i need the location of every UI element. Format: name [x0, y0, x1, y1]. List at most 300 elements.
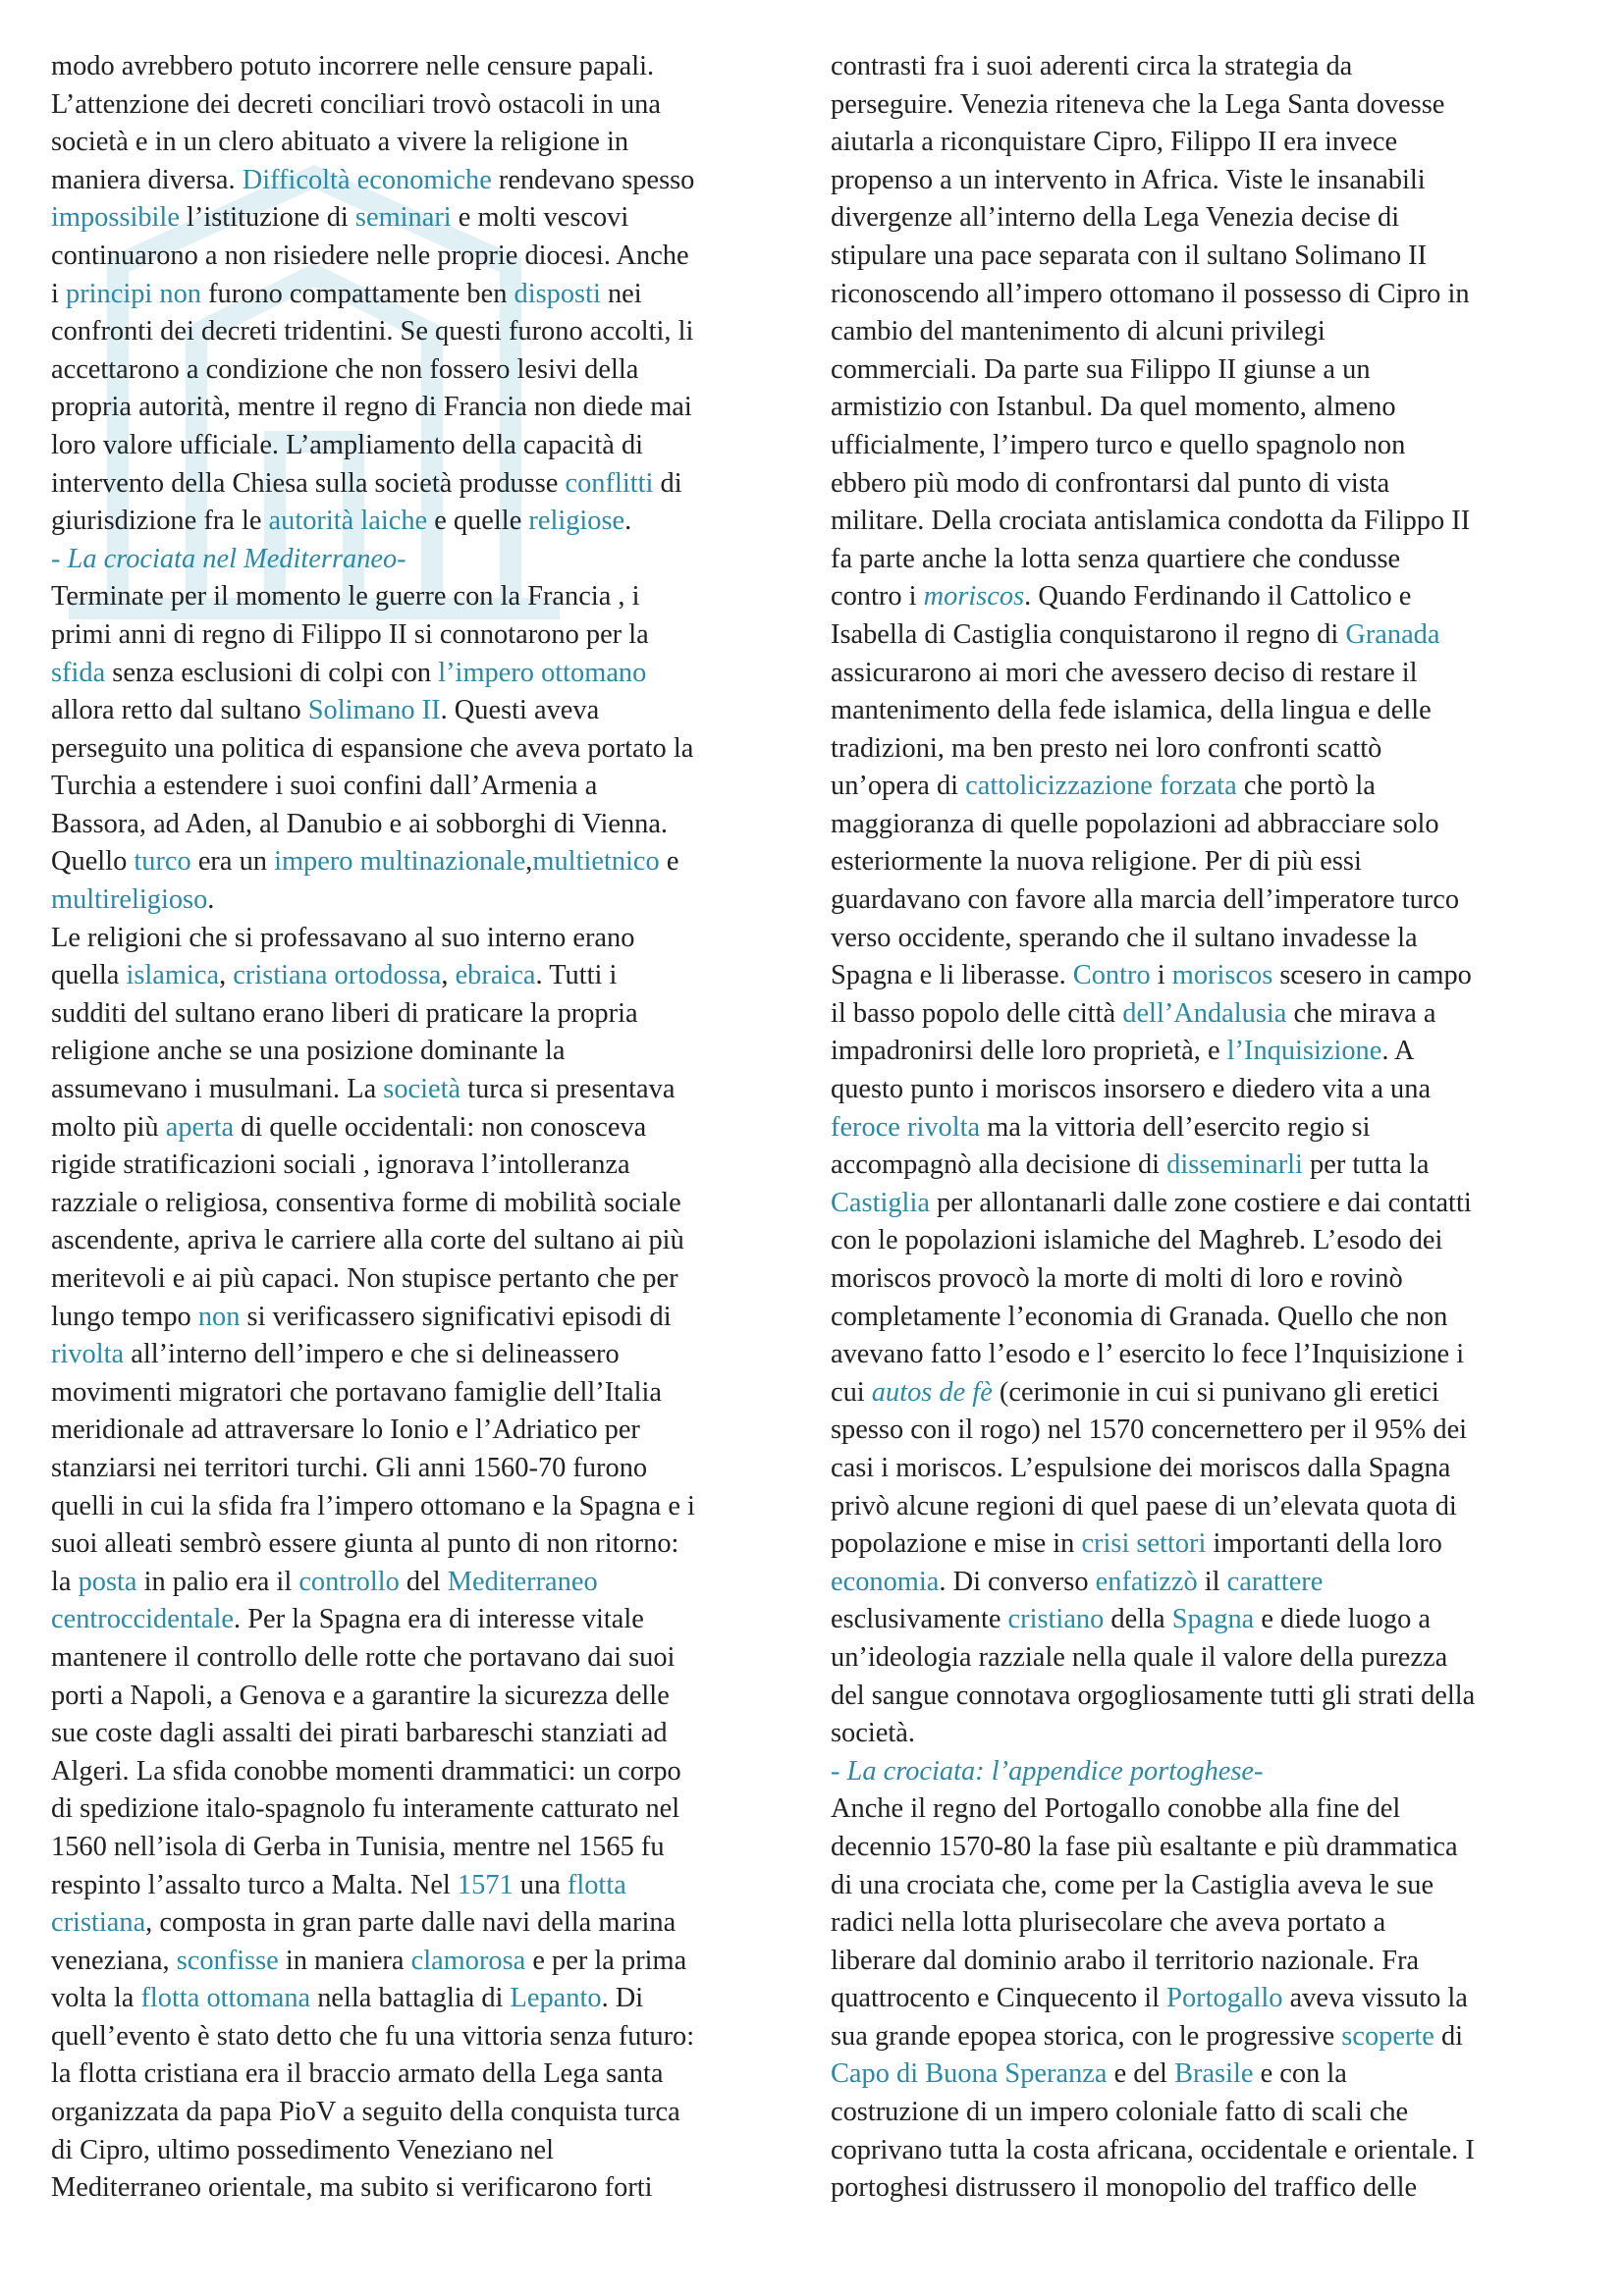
text-span: società.	[831, 1718, 915, 1749]
text-line	[51, 1790, 827, 1829]
text-span: volta la	[51, 1983, 141, 2014]
text-span: e del	[1107, 2058, 1175, 2090]
text-span: . Di converso	[939, 1566, 1096, 1597]
text-span: un’ideologia razziale nella quale il valore della purezza	[831, 1641, 1448, 1673]
highlighted-term: moriscos	[1171, 960, 1273, 991]
text-span: i	[51, 278, 66, 309]
text-span: suoi alleati sembrò essere giunta al punto di non ritorno:	[51, 1528, 679, 1560]
text-line	[51, 238, 827, 276]
highlighted-term: impero multinazionale	[274, 846, 526, 878]
text-line	[831, 2132, 1606, 2170]
text-span: . A	[1381, 1036, 1415, 1067]
highlighted-term: clamorosa	[410, 1945, 526, 1976]
highlighted-term: sconfisse	[176, 1945, 279, 1976]
text-line	[831, 1488, 1606, 1526]
text-line	[831, 1412, 1606, 1450]
text-line	[831, 2169, 1606, 2208]
text-span: Bassora, ad Aden, al Danubio e ai sobborghi di Vienna.	[51, 808, 669, 839]
text-span: popolazione e mise in	[831, 1528, 1082, 1560]
text-line	[51, 1109, 827, 1148]
highlighted-term: Lepanto	[510, 1983, 602, 2014]
text-line	[51, 616, 827, 655]
text-span: tradizioni, ma ben presto nei loro confronti scattò	[831, 732, 1382, 764]
text-span: cambio del mantenimento di alcuni privilegi	[831, 316, 1325, 347]
text-line	[51, 730, 827, 769]
text-line	[51, 313, 827, 351]
text-line	[51, 1829, 827, 1867]
text-span: L’attenzione dei decreti conciliari trovò ostacoli in una	[51, 88, 661, 120]
text-span: costruzione di un impero coloniale fatto di scali che	[831, 2097, 1409, 2128]
text-span: assicurarono ai mori che avessero deciso di restare il	[831, 657, 1418, 688]
text-span: ,	[219, 960, 234, 991]
text-line	[51, 2169, 827, 2208]
text-line	[831, 995, 1606, 1034]
highlighted-term: disseminarli	[1166, 1149, 1303, 1181]
text-span: respinto l’assalto turco a Malta. Nel	[51, 1869, 458, 1900]
text-span: . Per la Spagna era di interesse vitale	[234, 1604, 644, 1635]
text-line	[51, 768, 827, 806]
text-line	[51, 843, 827, 881]
highlighted-term: cristiana	[51, 1907, 146, 1939]
text-span: guardavano con favore alla marcia dell’imperatore turco	[831, 884, 1460, 916]
text-span: avevano fatto l’esodo e l’ esercito lo fece l’Inquisizione i	[831, 1339, 1465, 1370]
text-span: Turchia a estendere i suoi confini dall’Armenia a	[51, 771, 598, 802]
highlighted-term: posta	[78, 1566, 137, 1597]
text-line	[51, 957, 827, 995]
highlighted-term: cristiana ortodossa	[233, 960, 442, 991]
text-line	[831, 1601, 1606, 1639]
text-span: in maniera	[278, 1945, 411, 1976]
text-span: (cerimonie in cui si punivano gli eretici	[992, 1376, 1439, 1408]
text-line	[831, 1790, 1606, 1829]
text-span: perseguito una politica di espansione che aveva portato la	[51, 732, 694, 764]
text-span: ebbero più modo di confrontarsi dal punto di vista	[831, 467, 1390, 499]
text-line	[51, 1525, 827, 1564]
highlighted-term: società	[383, 1074, 461, 1105]
text-span: commerciali. Da parte sua Filippo II giunse a un	[831, 353, 1371, 385]
text-line	[51, 503, 827, 541]
text-span: portoghesi distrussero il monopolio del traffico delle	[831, 2172, 1418, 2204]
text-line	[831, 1715, 1606, 1753]
text-span: religione anche se una posizione dominante la	[51, 1036, 566, 1067]
highlighted-term: cristiano	[1007, 1604, 1105, 1635]
highlighted-term: Contro	[1072, 960, 1151, 991]
text-span: sua grande epopea storica, con le progressive	[831, 2020, 1342, 2052]
text-span: importanti della loro	[1206, 1528, 1442, 1560]
text-span: giurisdizione fra le	[51, 506, 269, 537]
highlighted-term: Capo di Buona Speranza	[831, 2058, 1108, 2090]
text-span: mantenimento della fede islamica, della lingua e delle	[831, 695, 1432, 726]
text-span: del	[399, 1566, 448, 1597]
text-line	[51, 1071, 827, 1109]
text-line	[51, 1222, 827, 1260]
text-line	[831, 1147, 1606, 1185]
text-span: Spagna e li liberasse.	[831, 960, 1073, 991]
text-span: Le religioni che si professavano al suo interno erano	[51, 922, 635, 953]
text-line	[831, 730, 1606, 769]
highlighted-term: Mediterraneo	[447, 1566, 598, 1597]
highlighted-term: sfida	[51, 657, 106, 688]
text-line	[51, 806, 827, 844]
highlighted-term: carattere	[1226, 1566, 1324, 1597]
text-line	[831, 1071, 1606, 1109]
highlighted-term: l’impero ottomano	[438, 657, 647, 688]
text-span: allora retto dal sultano	[51, 695, 308, 726]
text-line	[831, 1525, 1606, 1564]
text-span: intervento della Chiesa sulla società produsse	[51, 467, 566, 499]
text-span: accettarono a condizione che non fossero lesivi della	[51, 353, 639, 385]
text-line	[831, 1185, 1606, 1223]
text-span: . Quando Ferdinando il Cattolico e	[1024, 581, 1412, 613]
text-line	[831, 1374, 1606, 1413]
highlighted-term: autorità laiche	[268, 506, 428, 537]
text-line	[831, 692, 1606, 730]
text-span: accompagnò alla decisione di	[831, 1149, 1167, 1181]
text-span: propria autorità, mentre il regno di Francia non diede mai	[51, 392, 692, 423]
highlighted-term: cattolicizzazione forzata	[965, 771, 1237, 802]
highlighted-term: autos de fè	[871, 1376, 993, 1408]
text-line	[51, 199, 827, 238]
text-line	[51, 1185, 827, 1223]
text-line	[51, 1488, 827, 1526]
highlighted-term: Spagna	[1171, 1604, 1255, 1635]
text-line	[831, 86, 1606, 125]
text-line	[51, 541, 827, 579]
text-span: completamente l’economia di Granada. Quello che non	[831, 1301, 1448, 1332]
text-span: radici nella lotta plurisecolare che aveva portato a	[831, 1907, 1386, 1939]
highlighted-term: Granada	[1345, 618, 1440, 650]
highlighted-term: feroce rivolta	[831, 1111, 981, 1143]
text-line	[831, 1867, 1606, 1905]
text-span: la flotta cristiana era il braccio armato della Lega santa	[51, 2058, 664, 2090]
text-span: era un	[190, 846, 275, 878]
text-span: e con la	[1253, 2058, 1347, 2090]
text-span: contro i	[831, 581, 924, 613]
text-line	[51, 1867, 827, 1905]
text-span: ,	[525, 846, 533, 878]
text-span: perseguire. Venezia riteneva che la Lega Santa dovesse	[831, 88, 1445, 120]
section-heading: - La crociata: l’appendice portoghese-	[831, 1755, 1264, 1787]
text-line	[831, 843, 1606, 881]
text-line	[831, 578, 1606, 616]
text-span: quell’evento è stato detto che fu una vittoria senza futuro:	[51, 2020, 695, 2052]
text-line	[831, 313, 1606, 351]
text-line	[831, 1336, 1606, 1374]
text-line	[51, 2132, 827, 2170]
highlighted-term: Difficoltà economiche	[242, 164, 492, 195]
left-column	[51, 48, 827, 2208]
text-span: razziale o religiosa, consentiva forme di mobilità sociale	[51, 1187, 681, 1218]
highlighted-term: moriscos	[923, 581, 1025, 613]
text-span: e molti vescovi	[451, 202, 629, 234]
text-line	[831, 1904, 1606, 1943]
text-span: mantenere il controllo delle rotte che portavano dai suoi	[51, 1641, 676, 1673]
text-line	[51, 124, 827, 162]
text-span: del sangue connotava orgogliosamente tutti gli strati della	[831, 1680, 1476, 1711]
text-span: contrasti fra i suoi aderenti circa la strategia da	[831, 51, 1353, 81]
text-span: aveva vissuto la	[1282, 1983, 1468, 2014]
text-span: nella battaglia di	[310, 1983, 511, 2014]
text-line	[831, 1033, 1606, 1071]
text-span: maggioranza di quelle popolazioni ad abbracciare solo	[831, 808, 1439, 839]
text-line	[831, 427, 1606, 465]
text-span: esteriormente la nuova religione. Per di più essi	[831, 846, 1362, 878]
text-span: modo avrebbero potuto incorrere nelle censure papali.	[51, 51, 655, 81]
text-line	[831, 2094, 1606, 2132]
text-span: Isabella di Castiglia conquistarono il regno di	[831, 618, 1346, 650]
text-span: .	[207, 884, 215, 916]
text-line	[51, 351, 827, 390]
text-line	[831, 1299, 1606, 1337]
highlighted-term: crisi settori	[1081, 1528, 1207, 1560]
highlighted-term: Castiglia	[831, 1187, 930, 1218]
text-span: furono compattamente ben	[201, 278, 514, 309]
text-span: coprivano tutta la costa africana, occidentale e orientale. I	[831, 2134, 1475, 2165]
text-span: , composta in gran parte dalle navi della marina	[145, 1907, 676, 1939]
text-line	[51, 162, 827, 200]
text-span: rendevano spesso	[491, 164, 695, 195]
text-line	[831, 2056, 1606, 2094]
text-line	[831, 806, 1606, 844]
text-span: per tutta la	[1302, 1149, 1430, 1181]
text-span: impadronirsi delle loro proprietà, e	[831, 1036, 1227, 1067]
text-line	[831, 655, 1606, 693]
text-line	[831, 1260, 1606, 1299]
text-span: confronti dei decreti tridentini. Se questi furono accolti, li	[51, 316, 694, 347]
text-span: quella	[51, 960, 127, 991]
text-span: privò alcune regioni di quel paese di un’elevata quota di	[831, 1490, 1457, 1522]
text-span: lungo tempo	[51, 1301, 198, 1332]
right-column	[831, 48, 1606, 2208]
text-line	[51, 1715, 827, 1753]
text-line	[51, 427, 827, 465]
text-line	[831, 541, 1606, 579]
highlighted-term: multietnico	[532, 846, 660, 878]
text-line	[51, 578, 827, 616]
text-span: si verificassero significativi episodi di	[240, 1301, 672, 1332]
text-line	[51, 389, 827, 427]
text-line	[51, 881, 827, 920]
text-line	[831, 1639, 1606, 1678]
text-line	[51, 1147, 827, 1185]
highlighted-term: l’Inquisizione	[1226, 1036, 1382, 1067]
text-span: . Tutti i	[535, 960, 618, 991]
text-line	[831, 351, 1606, 390]
text-line	[831, 920, 1606, 958]
text-line	[51, 1980, 827, 2018]
text-span: propenso a un intervento in Africa. Viste le insanabili	[831, 164, 1426, 195]
text-line	[831, 389, 1606, 427]
text-span: aiutarla a riconquistare Cipro, Filippo II era invece	[831, 127, 1398, 158]
highlighted-term: economia	[831, 1566, 940, 1597]
text-span: di spedizione italo-spagnolo fu interamente catturato nel	[51, 1793, 680, 1825]
text-line	[51, 1639, 827, 1678]
text-span: di	[1434, 2020, 1464, 2052]
highlighted-term: multireligioso	[51, 884, 208, 916]
text-span: molto più	[51, 1111, 166, 1143]
text-line	[831, 276, 1606, 314]
text-line	[51, 2094, 827, 2132]
highlighted-term: impossibile	[51, 202, 180, 234]
highlighted-term: 1571	[457, 1869, 514, 1900]
text-span: Mediterraneo orientale, ma subito si verificarono forti	[51, 2172, 653, 2204]
text-line	[51, 1450, 827, 1488]
text-line	[831, 1753, 1606, 1791]
text-span: di Cipro, ultimo possedimento Veneziano nel	[51, 2134, 555, 2165]
text-span: moriscos provocò la morte di molti di loro e rovinò	[831, 1263, 1403, 1294]
text-span: verso occidente, sperando che il sultano invadesse la	[831, 922, 1418, 953]
text-span: organizzata da papa PioV a seguito della conquista turca	[51, 2097, 680, 2128]
text-line	[51, 1033, 827, 1071]
text-line	[51, 1299, 827, 1337]
text-line	[51, 86, 827, 125]
text-span: assumevano i musulmani. La	[51, 1074, 384, 1105]
text-span: all’interno dell’impero e che si delineassero	[124, 1339, 620, 1370]
highlighted-term: principi non	[66, 278, 201, 309]
text-span: la	[51, 1566, 79, 1597]
text-span: decennio 1570-80 la fase più esaltante e più drammatica	[831, 1831, 1458, 1862]
section-heading: - La crociata nel Mediterraneo-	[51, 543, 406, 574]
highlighted-term: flotta ottomana	[140, 1983, 311, 2014]
text-span: per allontanarli dalle zone costiere e dai contatti	[929, 1187, 1472, 1218]
text-span: ,	[441, 960, 456, 991]
text-span: che portò la	[1236, 771, 1376, 802]
text-line	[831, 1678, 1606, 1716]
highlighted-term: Solimano II	[307, 695, 441, 726]
highlighted-term: conflitti	[565, 467, 654, 499]
text-line	[51, 1336, 827, 1374]
text-span: riconoscendo all’impero ottomano il possesso di Cipro in	[831, 278, 1470, 309]
text-line	[51, 1753, 827, 1791]
text-span: casi i moriscos. L’espulsione dei moriscos dalla Spagna	[831, 1452, 1451, 1483]
text-span: Terminate per il momento le guerre con la Francia , i	[51, 581, 640, 613]
highlighted-term: seminari	[354, 202, 452, 234]
text-span: quattrocento e Cinquecento il	[831, 1983, 1167, 2014]
text-line	[51, 1904, 827, 1943]
text-span: di	[653, 467, 682, 499]
text-line	[831, 503, 1606, 541]
text-line	[51, 2056, 827, 2094]
text-span: in palio era il	[136, 1566, 299, 1597]
text-span: ascendente, apriva le carriere alla corte del sultano ai più	[51, 1225, 684, 1256]
text-span: divergenze all’interno della Lega Venezia decise di	[831, 202, 1400, 234]
text-span: maniera diversa.	[51, 164, 243, 195]
text-span: cui	[831, 1376, 872, 1408]
text-line	[831, 768, 1606, 806]
text-line	[51, 995, 827, 1034]
text-span: e diede luogo a	[1254, 1604, 1432, 1635]
highlighted-term: aperta	[165, 1111, 235, 1143]
text-span: sudditi del sultano erano liberi di praticare la propria	[51, 997, 638, 1029]
text-span: . Questi aveva	[440, 695, 600, 726]
text-span: Algeri. La sfida conobbe momenti drammatici: un corpo	[51, 1755, 681, 1787]
text-line	[831, 48, 1606, 86]
text-line	[51, 1412, 827, 1450]
highlighted-term: Portogallo	[1166, 1983, 1283, 2014]
text-span: meritevoli e ai più capaci. Non stupisce pertanto che per	[51, 1263, 678, 1294]
text-span: quelli in cui la sfida fra l’impero ottomano e la Spagna e i	[51, 1490, 695, 1522]
text-line	[51, 1564, 827, 1602]
text-span: veneziana,	[51, 1945, 177, 1976]
highlighted-term: non	[197, 1301, 241, 1332]
text-line	[831, 1222, 1606, 1260]
text-line	[51, 1260, 827, 1299]
text-span: e quelle	[427, 506, 529, 537]
text-line	[831, 1109, 1606, 1148]
text-span: nei	[600, 278, 642, 309]
text-line	[51, 655, 827, 693]
text-span: e per la prima	[525, 1945, 687, 1976]
text-line	[831, 124, 1606, 162]
text-span: e	[659, 846, 679, 878]
text-span: i	[1150, 960, 1172, 991]
text-span: .	[624, 506, 632, 537]
text-span: turca si presentava	[460, 1074, 676, 1105]
text-span: armistizio con Istanbul. Da quel momento, almeno	[831, 392, 1396, 423]
text-line	[831, 1980, 1606, 2018]
highlighted-term: centroccidentale	[51, 1604, 234, 1635]
highlighted-term: dell’Andalusia	[1122, 997, 1287, 1029]
text-span: esclusivamente	[831, 1604, 1008, 1635]
text-line	[51, 1374, 827, 1413]
text-span: scesero in campo	[1272, 960, 1472, 991]
text-line	[831, 1829, 1606, 1867]
text-span: continuarono a non risiedere nelle proprie diocesi. Anche	[51, 240, 689, 271]
text-span: il basso popolo delle città	[831, 997, 1123, 1029]
text-span: una	[513, 1869, 568, 1900]
text-line	[51, 1943, 827, 1981]
text-line	[51, 692, 827, 730]
text-span: 1560 nell’isola di Gerba in Tunisia, mentre nel 1565 fu	[51, 1831, 665, 1862]
text-span: di quelle occidentali: non conosceva	[234, 1111, 647, 1143]
text-line	[831, 238, 1606, 276]
text-line	[51, 1678, 827, 1716]
text-span: stipulare una pace separata con il sultano Solimano II	[831, 240, 1428, 271]
text-span: della	[1104, 1604, 1172, 1635]
highlighted-term: religiose	[528, 506, 625, 537]
text-span: Quello	[51, 846, 135, 878]
highlighted-term: ebraica	[455, 960, 536, 991]
text-span: senza esclusioni di colpi con	[105, 657, 439, 688]
text-line	[831, 199, 1606, 238]
text-span: . Di	[601, 1983, 644, 2014]
highlighted-term: flotta	[567, 1869, 626, 1900]
highlighted-term: enfatizzò	[1095, 1566, 1198, 1597]
text-span: stanziarsi nei territori turchi. Gli anni 1560-70 furono	[51, 1452, 648, 1483]
text-span: di una crociata che, come per la Castiglia aveva le sue	[831, 1869, 1434, 1900]
text-span: l’istituzione di	[179, 202, 355, 234]
highlighted-term: islamica	[126, 960, 220, 991]
text-span: fa parte anche la lotta senza quartiere che condusse	[831, 543, 1401, 574]
text-line	[831, 1450, 1606, 1488]
text-span: movimenti migratori che portavano famiglie dell’Italia	[51, 1376, 663, 1408]
text-line	[51, 48, 827, 86]
text-span: sue coste dagli assalti dei pirati barbareschi stanziati ad	[51, 1718, 668, 1749]
text-span: società e in un clero abituato a vivere la religione in	[51, 127, 629, 158]
highlighted-term: controllo	[298, 1566, 400, 1597]
text-line	[831, 1564, 1606, 1602]
text-span: rigide stratificazioni sociali , ignorava l’intolleranza	[51, 1149, 630, 1181]
text-line	[831, 1943, 1606, 1981]
text-span: meridionale ad attraversare lo Ionio e l’Adriatico per	[51, 1415, 640, 1446]
text-line	[51, 465, 827, 504]
text-span: liberare dal dominio arabo il territorio nazionale. Fra	[831, 1945, 1420, 1976]
text-span: ma la vittoria dell’esercito regio si	[980, 1111, 1371, 1143]
text-span: il	[1197, 1566, 1227, 1597]
text-line	[831, 957, 1606, 995]
text-line	[51, 276, 827, 314]
text-line	[51, 920, 827, 958]
